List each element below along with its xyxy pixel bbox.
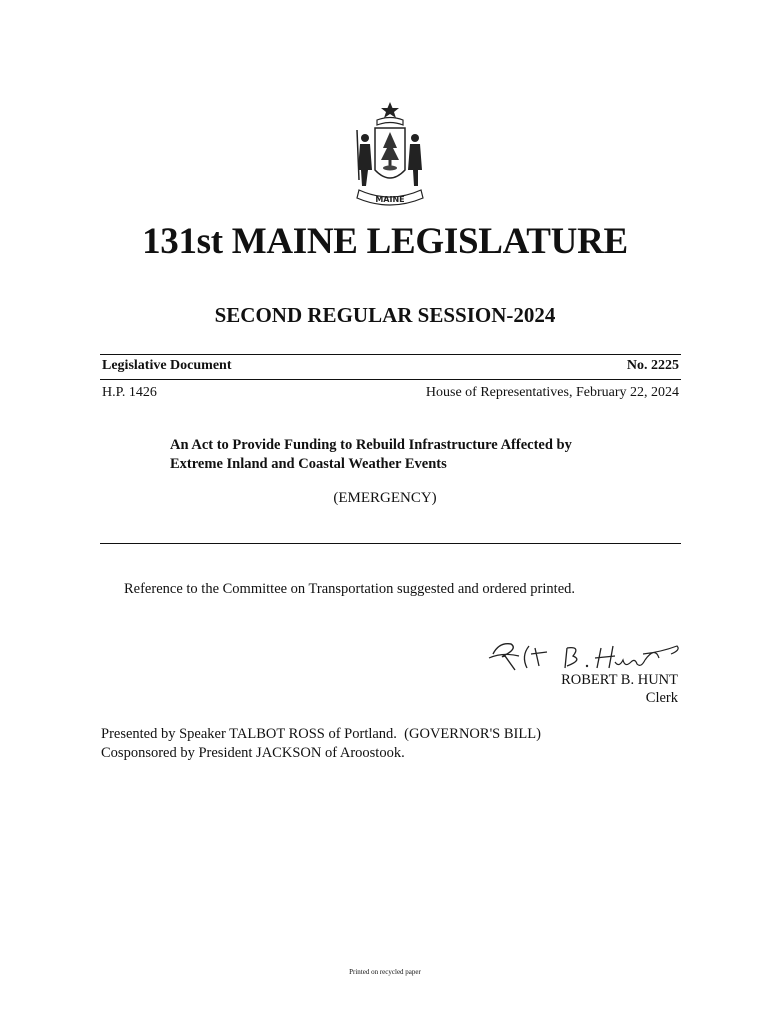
emergency-label: (EMERGENCY) (333, 490, 437, 506)
cosponsored-by: Cosponsored by President JACKSON of Aroostook. (101, 745, 405, 761)
legislative-document-label: Legislative Document (102, 358, 232, 373)
svg-text:MAINE: MAINE (375, 195, 405, 204)
bottom-divider (100, 543, 681, 544)
state-seal-icon (345, 100, 435, 210)
act-title-line1: An Act to Provide Funding to Rebuild Infrastructure Affected by (170, 437, 572, 453)
presented-by: Presented by Speaker TALBOT ROSS of Portland. (GOVERNOR'S BILL) (101, 726, 541, 742)
act-title (170, 436, 630, 474)
clerk-name: ROBERT B. HUNT (561, 672, 678, 688)
page-title: 131st MAINE LEGISLATURE (142, 221, 628, 262)
clerk-signature (485, 632, 685, 676)
document-number: No. 2225 (626, 358, 679, 373)
act-title-line2: Extreme Inland and Coastal Weather Events (170, 456, 447, 472)
chamber-date: House of Representatives, February 22, 2024 (425, 385, 679, 400)
sponsor-block (101, 725, 541, 763)
recycled-paper-note: Printed on recycled paper (349, 968, 421, 976)
top-divider (100, 354, 681, 355)
session-title: SECOND REGULAR SESSION-2024 (214, 303, 556, 327)
middle-divider (100, 379, 681, 380)
committee-reference: Reference to the Committee on Transportation suggested and ordered printed. (124, 581, 576, 597)
clerk-title: Clerk (645, 690, 678, 706)
hp-number: H.P. 1426 (102, 385, 157, 400)
